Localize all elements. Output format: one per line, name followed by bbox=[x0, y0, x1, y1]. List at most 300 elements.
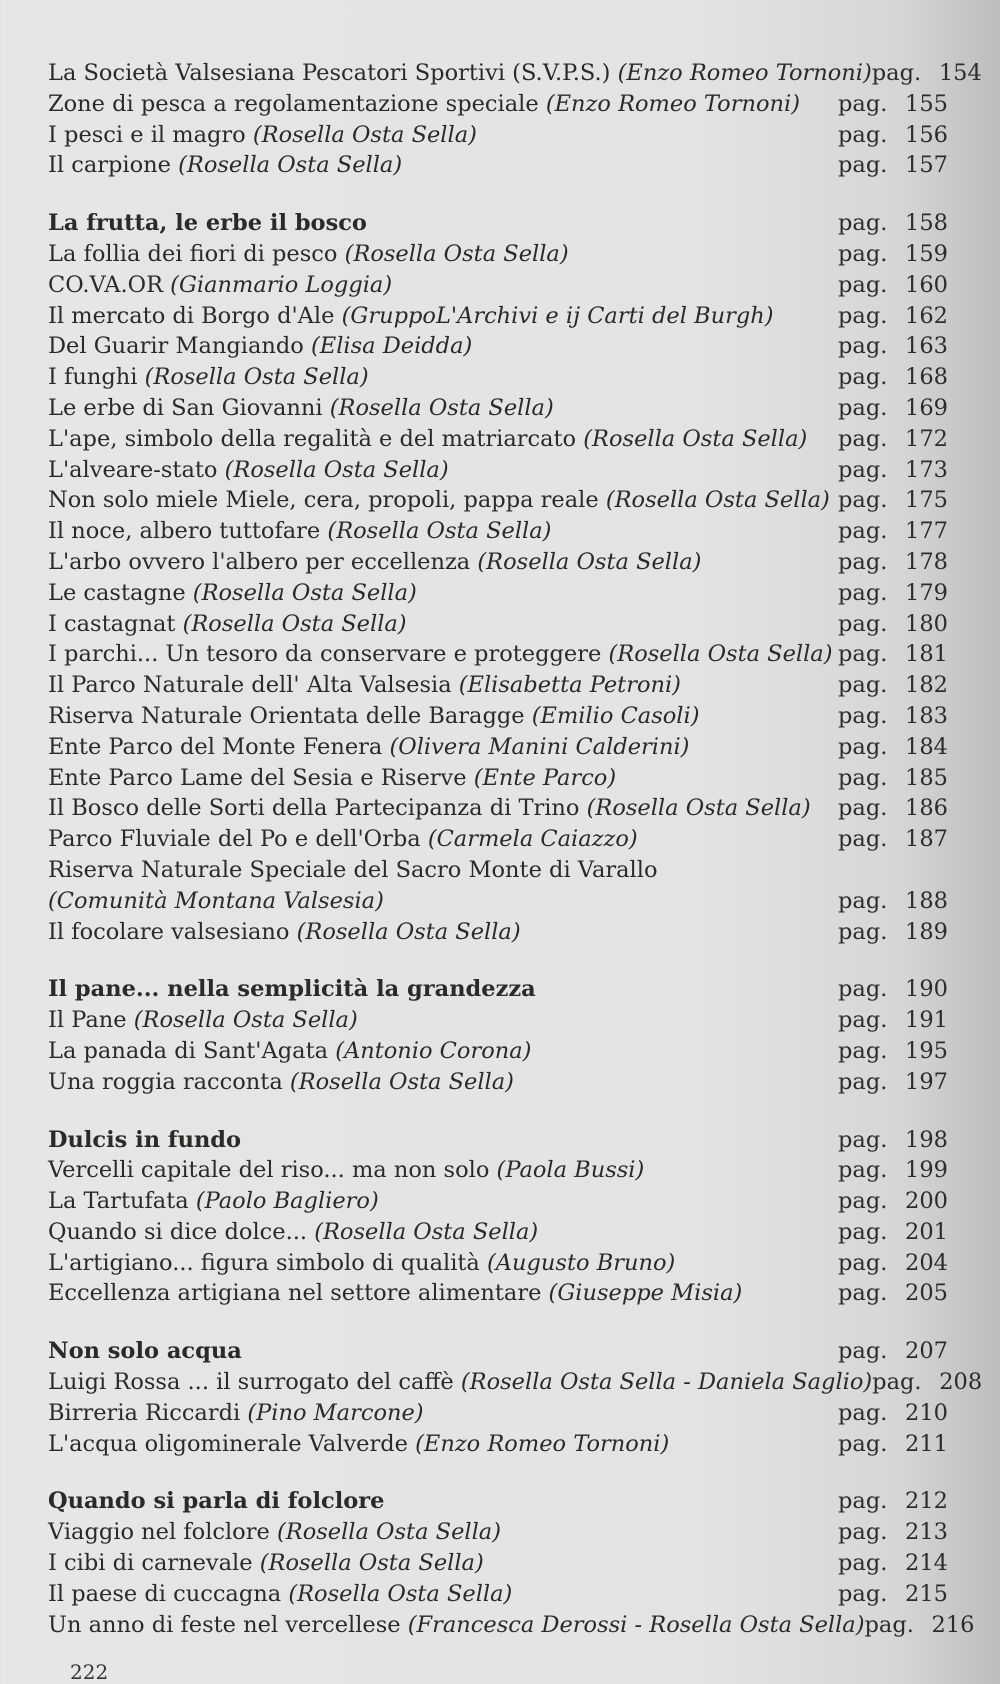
page-ref bbox=[838, 1429, 948, 1460]
entry-author: (Augusto Bruno) bbox=[487, 1249, 676, 1276]
page-value: 183 bbox=[905, 702, 948, 729]
page-label: pag. bbox=[838, 641, 888, 668]
toc-entry bbox=[48, 1005, 968, 1036]
entry-text bbox=[48, 1367, 872, 1398]
entry-title: Il carpione bbox=[48, 152, 171, 179]
entry-author: (Rosella Osta Sella) bbox=[289, 1068, 514, 1095]
entry-title: I pesci e il magro bbox=[48, 121, 246, 148]
entry-author: (Rosella Osta Sella) bbox=[314, 1218, 539, 1245]
toc-entry bbox=[48, 855, 968, 886]
page-label: pag. bbox=[838, 152, 888, 179]
entry-author: (Antonio Corona) bbox=[335, 1037, 532, 1064]
page-value: 211 bbox=[905, 1430, 948, 1457]
toc-entry bbox=[48, 120, 968, 151]
entry-author: (Rosella Osta Sella) bbox=[327, 518, 552, 545]
entry-title: La Tartufata bbox=[48, 1188, 189, 1215]
entry-text bbox=[48, 270, 838, 301]
page-value: 190 bbox=[905, 976, 948, 1003]
heading-title: Il pane... nella semplicità la grandezza bbox=[48, 976, 536, 1003]
page-ref bbox=[838, 239, 948, 270]
page-ref bbox=[838, 1005, 948, 1036]
entry-text bbox=[48, 424, 838, 455]
entry-title: L'alveare-stato bbox=[48, 456, 218, 483]
entry-title: La follia dei fiori di pesco bbox=[48, 240, 338, 267]
entry-text bbox=[48, 1610, 865, 1641]
page-ref bbox=[872, 1367, 982, 1398]
entry-text bbox=[48, 639, 838, 670]
section-title bbox=[48, 208, 838, 239]
page-value: 182 bbox=[905, 672, 948, 699]
page-value: 189 bbox=[905, 918, 948, 945]
entry-author: (Olivera Manini Calderini) bbox=[389, 733, 690, 760]
entry-text bbox=[48, 855, 838, 886]
entry-title: Il paese di cuccagna bbox=[48, 1580, 282, 1607]
toc-entry bbox=[48, 1186, 968, 1217]
entry-title: Il Parco Naturale dell' Alta Valsesia bbox=[48, 672, 452, 699]
toc-entry bbox=[48, 301, 968, 332]
entry-author: (Rosella Osta Sella) bbox=[144, 364, 369, 391]
page-ref bbox=[838, 424, 948, 455]
page-ref bbox=[838, 609, 948, 640]
page-ref bbox=[838, 331, 948, 362]
page-ref bbox=[838, 670, 948, 701]
entry-title: Il mercato di Borgo d'Ale bbox=[48, 302, 335, 329]
section-heading bbox=[48, 1486, 968, 1517]
section-heading bbox=[48, 1336, 968, 1367]
page-label: pag. bbox=[838, 1280, 888, 1307]
toc-section bbox=[48, 1486, 975, 1640]
entry-title: Una roggia racconta bbox=[48, 1068, 283, 1095]
toc-entry bbox=[48, 886, 968, 917]
toc-entry bbox=[48, 1517, 968, 1548]
page-label: pag. bbox=[872, 1369, 922, 1396]
page-ref bbox=[838, 917, 948, 948]
toc-entry bbox=[48, 1398, 968, 1429]
page-ref bbox=[838, 150, 948, 181]
entry-text bbox=[48, 1548, 838, 1579]
page-label: pag. bbox=[838, 702, 888, 729]
toc-entry bbox=[48, 1429, 968, 1460]
entry-text bbox=[48, 763, 838, 794]
page-value: 178 bbox=[905, 548, 948, 575]
page-label: pag. bbox=[838, 548, 888, 575]
entry-author: (Rosella Osta Sella) bbox=[259, 1550, 484, 1577]
entry-text bbox=[48, 120, 838, 151]
page-ref bbox=[838, 1155, 948, 1186]
page-value: 187 bbox=[905, 826, 948, 853]
page-label: pag. bbox=[838, 976, 888, 1003]
page-ref bbox=[838, 732, 948, 763]
toc-section bbox=[48, 208, 968, 947]
toc-entry bbox=[48, 639, 968, 670]
page-value: 155 bbox=[905, 90, 948, 117]
entry-text bbox=[48, 516, 838, 547]
page-value: 204 bbox=[905, 1249, 948, 1276]
page-label: pag. bbox=[838, 271, 888, 298]
entry-title: CO.VA.OR bbox=[48, 271, 164, 298]
heading-title: Quando si parla di folclore bbox=[48, 1488, 385, 1515]
page-ref bbox=[838, 1125, 948, 1156]
entry-title: L'ape, simbolo della regalità e del matriarcato bbox=[48, 425, 577, 452]
page-number: 222 bbox=[70, 1660, 109, 1684]
toc-entry bbox=[48, 1067, 968, 1098]
toc-section bbox=[48, 974, 968, 1097]
page-value: 205 bbox=[905, 1280, 948, 1307]
page-label: pag. bbox=[838, 333, 888, 360]
entry-text bbox=[48, 362, 838, 393]
page-label: pag. bbox=[871, 60, 922, 86]
page-label: pag. bbox=[838, 425, 888, 452]
toc-entry bbox=[48, 150, 968, 181]
entry-title: Parco Fluviale del Po e dell'Orba bbox=[48, 826, 421, 853]
entry-title: Ente Parco del Monte Fenera bbox=[48, 733, 383, 760]
entry-author: (Emilio Casoli) bbox=[531, 702, 700, 729]
toc-entry bbox=[48, 1278, 968, 1309]
entry-title: I cibi di carnevale bbox=[48, 1550, 253, 1577]
entry-title: Viaggio nel folclore bbox=[48, 1519, 270, 1546]
page-ref bbox=[838, 578, 948, 609]
entry-text bbox=[48, 301, 838, 332]
page-value: 210 bbox=[905, 1399, 948, 1426]
toc-section bbox=[48, 1336, 983, 1459]
page-value: 188 bbox=[905, 887, 948, 914]
entry-text bbox=[48, 331, 838, 362]
entry-author: (Rosella Osta Sella) bbox=[133, 1007, 358, 1034]
toc-section bbox=[48, 1125, 968, 1310]
entry-text bbox=[48, 393, 838, 424]
entry-author: (Elisabetta Petroni) bbox=[458, 672, 681, 699]
page-label: pag. bbox=[838, 121, 888, 148]
page-label: pag. bbox=[838, 518, 888, 545]
entry-title: Quando si dice dolce... bbox=[48, 1218, 308, 1245]
toc-entry bbox=[48, 393, 968, 424]
page-value: 184 bbox=[905, 733, 948, 760]
page-ref bbox=[838, 1336, 948, 1367]
section-title bbox=[48, 974, 838, 1005]
toc-entry bbox=[48, 547, 968, 578]
page-label: pag. bbox=[838, 456, 888, 483]
page-value: 175 bbox=[905, 487, 948, 514]
page-label: pag. bbox=[838, 1126, 888, 1153]
entry-title: I funghi bbox=[48, 364, 138, 391]
page-value: 154 bbox=[938, 60, 982, 86]
page-label: pag. bbox=[838, 90, 888, 117]
page-value: 198 bbox=[905, 1126, 948, 1153]
entry-author: (Francesca Derossi - Rosella Osta Sella) bbox=[407, 1611, 865, 1638]
page-label: pag. bbox=[838, 579, 888, 606]
entry-title: Il focolare valsesiano bbox=[48, 918, 290, 945]
page-value: 180 bbox=[905, 610, 948, 637]
entry-title: La Società Valsesiana Pescatori Sportivi (S.V.P.S.) bbox=[48, 60, 611, 86]
entry-text bbox=[48, 917, 838, 948]
page-label: pag. bbox=[838, 795, 888, 822]
page-ref bbox=[838, 485, 948, 516]
toc-entry bbox=[48, 609, 968, 640]
entry-text bbox=[48, 1517, 838, 1548]
page-label: pag. bbox=[838, 672, 888, 699]
entry-text bbox=[48, 609, 838, 640]
toc-entry bbox=[48, 917, 968, 948]
page-value: 173 bbox=[905, 456, 948, 483]
entry-author: (Enzo Romeo Tornoni) bbox=[545, 90, 800, 117]
entry-author: (Rosella Osta Sella) bbox=[344, 240, 569, 267]
page-ref bbox=[865, 1610, 975, 1641]
entry-author: (Ente Parco) bbox=[473, 764, 617, 791]
page-value: 172 bbox=[905, 425, 948, 452]
entry-text bbox=[48, 824, 838, 855]
page-value: 156 bbox=[905, 121, 948, 148]
entry-title: I parchi... Un tesoro da conservare e proteggere bbox=[48, 641, 602, 668]
toc-section bbox=[48, 58, 982, 181]
entry-text bbox=[48, 58, 872, 89]
entry-title: L'arbo ovvero l'albero per eccellenza bbox=[48, 548, 471, 575]
entry-text bbox=[48, 578, 838, 609]
page-value: 157 bbox=[905, 152, 948, 179]
entry-author: (Rosella Osta Sella) bbox=[583, 425, 808, 452]
page-label: pag. bbox=[838, 1519, 888, 1546]
page-value: 200 bbox=[905, 1188, 948, 1215]
page-label: pag. bbox=[838, 826, 888, 853]
page-ref bbox=[838, 824, 948, 855]
page-value: 201 bbox=[905, 1218, 948, 1245]
page-label: pag. bbox=[838, 1007, 888, 1034]
page-ref bbox=[838, 208, 948, 239]
entry-title: I castagnat bbox=[48, 610, 176, 637]
entry-author: (Rosella Osta Sella) bbox=[252, 121, 477, 148]
page-value: 179 bbox=[905, 579, 948, 606]
entry-text bbox=[48, 670, 838, 701]
entry-text bbox=[48, 455, 838, 486]
page-label: pag. bbox=[838, 302, 888, 329]
section-heading bbox=[48, 1125, 968, 1156]
page-ref bbox=[838, 1248, 948, 1279]
entry-author: (Rosella Osta Sella) bbox=[276, 1519, 501, 1546]
entry-text bbox=[48, 1248, 838, 1279]
page-value: 186 bbox=[905, 795, 948, 822]
toc-entry bbox=[48, 670, 968, 701]
entry-title: Vercelli capitale del riso... ma non solo bbox=[48, 1157, 490, 1184]
entry-author: (Rosella Osta Sella) bbox=[605, 487, 830, 514]
page-ref bbox=[838, 1548, 948, 1579]
entry-text bbox=[48, 89, 838, 120]
entry-title: La panada di Sant'Agata bbox=[48, 1037, 329, 1064]
entry-text bbox=[48, 239, 838, 270]
page-ref bbox=[838, 1067, 948, 1098]
page-value: 160 bbox=[905, 271, 948, 298]
entry-author: (Rosella Osta Sella - Daniela Saglio) bbox=[460, 1369, 873, 1396]
page-ref bbox=[838, 1579, 948, 1610]
page-label: pag. bbox=[838, 364, 888, 391]
entry-title: Riserva Naturale Speciale del Sacro Monte di Varallo bbox=[48, 856, 658, 883]
page-value: 197 bbox=[905, 1068, 948, 1095]
entry-author: (Enzo Romeo Tornoni) bbox=[415, 1430, 670, 1457]
page-ref bbox=[838, 1036, 948, 1067]
page-value: 185 bbox=[905, 764, 948, 791]
page-value: 208 bbox=[939, 1369, 983, 1396]
entry-author: (Enzo Romeo Tornoni) bbox=[617, 60, 872, 86]
page-value: 159 bbox=[905, 240, 948, 267]
entry-author: (Gianmario Loggia) bbox=[170, 271, 393, 298]
toc-entry bbox=[48, 239, 968, 270]
page-ref bbox=[838, 1278, 948, 1309]
toc-entry bbox=[48, 1367, 983, 1398]
toc-entry bbox=[48, 701, 968, 732]
entry-author: (Rosella Osta Sella) bbox=[296, 918, 521, 945]
page-ref bbox=[838, 89, 948, 120]
page-label: pag. bbox=[838, 1399, 888, 1426]
page-value: 158 bbox=[905, 210, 948, 237]
page-value: 163 bbox=[905, 333, 948, 360]
page-label: pag. bbox=[838, 764, 888, 791]
page-label: pag. bbox=[838, 887, 888, 914]
entry-author: (Comunità Montana Valsesia) bbox=[48, 887, 384, 914]
page-label: pag. bbox=[838, 1249, 888, 1276]
toc-entry bbox=[48, 1217, 968, 1248]
section-title bbox=[48, 1336, 838, 1367]
page-ref bbox=[838, 1186, 948, 1217]
page-label: pag. bbox=[838, 1338, 888, 1365]
entry-text bbox=[48, 1579, 838, 1610]
page-label: pag. bbox=[838, 918, 888, 945]
page-value: 162 bbox=[905, 302, 948, 329]
page-ref bbox=[838, 974, 948, 1005]
entry-text bbox=[48, 1186, 838, 1217]
page-ref bbox=[838, 1217, 948, 1248]
entry-text bbox=[48, 485, 838, 516]
page-value: 169 bbox=[905, 394, 948, 421]
page-ref bbox=[838, 362, 948, 393]
page-ref bbox=[838, 639, 948, 670]
entry-title: Zone di pesca a regolamentazione speciale bbox=[48, 90, 539, 117]
entry-title: L'acqua oligominerale Valverde bbox=[48, 1430, 408, 1457]
page-value: 181 bbox=[905, 641, 948, 668]
toc-entry bbox=[48, 732, 968, 763]
toc-entry bbox=[48, 485, 968, 516]
heading-title: La frutta, le erbe il bosco bbox=[48, 210, 367, 237]
toc-entry bbox=[48, 455, 968, 486]
entry-author: (Elisa Deidda) bbox=[311, 333, 473, 360]
entry-text bbox=[48, 1217, 838, 1248]
page-value: 212 bbox=[905, 1488, 948, 1515]
toc-entry bbox=[48, 1579, 968, 1610]
page-ref bbox=[838, 886, 948, 917]
page-ref bbox=[838, 763, 948, 794]
page-label: pag. bbox=[838, 487, 888, 514]
page-value: 195 bbox=[905, 1037, 948, 1064]
entry-title: Luigi Rossa ... il surrogato del caffè bbox=[48, 1369, 454, 1396]
page-value: 168 bbox=[905, 364, 948, 391]
entry-title: Il noce, albero tuttofare bbox=[48, 518, 321, 545]
toc-entry bbox=[48, 58, 982, 89]
page-ref bbox=[838, 393, 948, 424]
entry-author: (Giuseppe Misia) bbox=[548, 1280, 743, 1307]
entry-text bbox=[48, 1278, 838, 1309]
toc-entry bbox=[48, 1248, 968, 1279]
toc-entry bbox=[48, 793, 968, 824]
page-ref bbox=[838, 701, 948, 732]
entry-title: Il Pane bbox=[48, 1007, 127, 1034]
toc-entry bbox=[48, 824, 968, 855]
toc-entry bbox=[48, 270, 968, 301]
page-ref bbox=[838, 120, 948, 151]
heading-title: Non solo acqua bbox=[48, 1338, 242, 1365]
entry-title: Non solo miele Miele, cera, propoli, pappa reale bbox=[48, 487, 599, 514]
page-ref bbox=[838, 270, 948, 301]
table-of-contents bbox=[48, 58, 983, 1667]
page-label: pag. bbox=[838, 1550, 888, 1577]
page-label: pag. bbox=[838, 733, 888, 760]
page-label: pag. bbox=[864, 1611, 914, 1638]
page-label: pag. bbox=[838, 1157, 888, 1184]
page-label: pag. bbox=[838, 240, 888, 267]
entry-author: (Paolo Bagliero) bbox=[195, 1188, 379, 1215]
page-value: 213 bbox=[905, 1519, 948, 1546]
page-ref bbox=[838, 516, 948, 547]
page-value: 199 bbox=[905, 1157, 948, 1184]
toc-entry bbox=[48, 1548, 968, 1579]
page-value: 207 bbox=[905, 1338, 948, 1365]
page-value: 177 bbox=[905, 518, 948, 545]
toc-entry bbox=[48, 362, 968, 393]
toc-entry bbox=[48, 578, 968, 609]
entry-title: Birreria Riccardi bbox=[48, 1399, 241, 1426]
page-label: pag. bbox=[838, 1068, 888, 1095]
page-ref bbox=[838, 1398, 948, 1429]
page-label: pag. bbox=[838, 1580, 888, 1607]
entry-author: (Pino Marcone) bbox=[247, 1399, 424, 1426]
entry-title: L'artigiano... figura simbolo di qualità bbox=[48, 1249, 480, 1276]
page-ref bbox=[838, 301, 948, 332]
entry-title: Le castagne bbox=[48, 579, 186, 606]
entry-title: Eccellenza artigiana nel settore alimentare bbox=[48, 1280, 542, 1307]
toc-entry bbox=[48, 1610, 975, 1641]
entry-text bbox=[48, 886, 838, 917]
toc-entry bbox=[48, 516, 968, 547]
entry-text bbox=[48, 547, 838, 578]
entry-author: (GruppoL'Archivi e ij Carti del Burgh) bbox=[341, 302, 774, 329]
page-value: 216 bbox=[931, 1611, 975, 1638]
entry-text bbox=[48, 701, 838, 732]
toc-entry bbox=[48, 1155, 968, 1186]
page-ref bbox=[838, 455, 948, 486]
entry-text bbox=[48, 793, 838, 824]
entry-text bbox=[48, 1036, 838, 1067]
entry-text bbox=[48, 1398, 838, 1429]
entry-title: Le erbe di San Giovanni bbox=[48, 394, 323, 421]
page-value: 191 bbox=[905, 1007, 948, 1034]
entry-text bbox=[48, 1005, 838, 1036]
entry-author: (Rosella Osta Sella) bbox=[178, 152, 403, 179]
entry-text bbox=[48, 732, 838, 763]
toc-entry bbox=[48, 331, 968, 362]
page-ref bbox=[838, 793, 948, 824]
page-ref bbox=[838, 1517, 948, 1548]
entry-text bbox=[48, 1429, 838, 1460]
page-label: pag. bbox=[838, 210, 888, 237]
entry-text bbox=[48, 150, 838, 181]
entry-title: Del Guarir Mangiando bbox=[48, 333, 304, 360]
page-value: 215 bbox=[905, 1580, 948, 1607]
entry-author: (Rosella Osta Sella) bbox=[288, 1580, 513, 1607]
entry-title: Il Bosco delle Sorti della Partecipanza di Trino bbox=[48, 795, 580, 822]
page-label: pag. bbox=[838, 1430, 888, 1457]
entry-title: Ente Parco Lame del Sesia e Riserve bbox=[48, 764, 467, 791]
section-title bbox=[48, 1486, 838, 1517]
toc-entry bbox=[48, 89, 968, 120]
entry-title: Un anno di feste nel vercellese bbox=[48, 1611, 401, 1638]
entry-author: (Rosella Osta Sella) bbox=[608, 641, 833, 668]
page-label: pag. bbox=[838, 1218, 888, 1245]
